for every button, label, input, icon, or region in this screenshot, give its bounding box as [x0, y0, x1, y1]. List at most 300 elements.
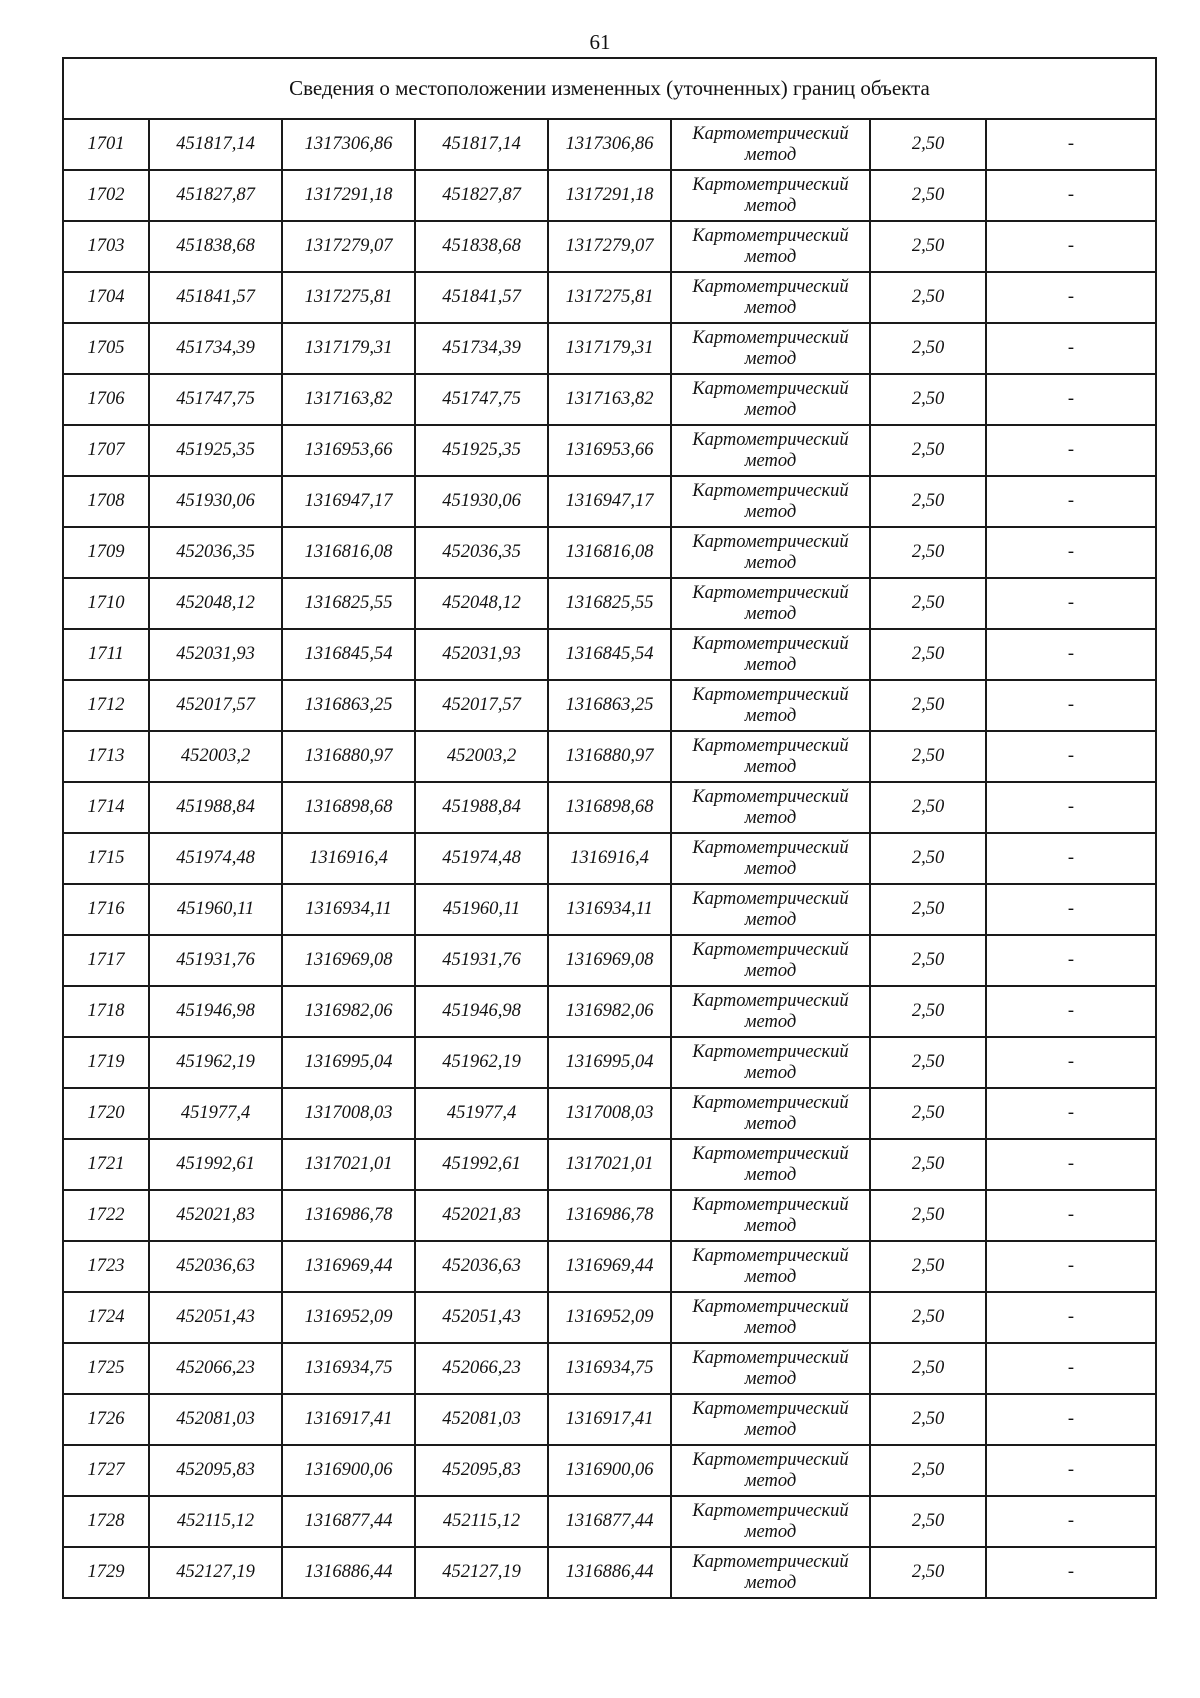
y-existing-cell: 1316845,54	[282, 629, 415, 680]
method-line-2: метод	[744, 1521, 797, 1542]
table-row	[63, 1343, 1156, 1394]
y-refined-cell: 1317275,81	[548, 272, 671, 323]
method-line-1: Картометрический	[692, 1551, 849, 1572]
x-existing-cell: 451931,76	[149, 935, 282, 986]
y-existing-cell: 1316898,68	[282, 782, 415, 833]
note-cell: -	[986, 731, 1156, 782]
point-number-cell: 1716	[63, 884, 149, 935]
method-line-2: метод	[744, 1011, 797, 1032]
accuracy-cell: 2,50	[870, 1037, 986, 1088]
method-line-2: метод	[744, 1470, 797, 1491]
point-number-cell: 1719	[63, 1037, 149, 1088]
x-refined-cell: 452036,63	[415, 1241, 548, 1292]
y-refined-cell: 1316934,11	[548, 884, 671, 935]
note-cell: -	[986, 935, 1156, 986]
method-line-1: Картометрический	[692, 225, 849, 246]
method-line-1: Картометрический	[692, 378, 849, 399]
point-number-cell: 1727	[63, 1445, 149, 1496]
y-existing-cell: 1316816,08	[282, 527, 415, 578]
x-refined-cell: 452003,2	[415, 731, 548, 782]
coordinates-table-wrapper	[62, 57, 1155, 1599]
method-cell	[671, 1496, 870, 1547]
y-existing-cell: 1316953,66	[282, 425, 415, 476]
table-row	[63, 578, 1156, 629]
x-existing-cell: 451925,35	[149, 425, 282, 476]
y-refined-cell: 1316952,09	[548, 1292, 671, 1343]
point-number-cell: 1714	[63, 782, 149, 833]
y-refined-cell: 1316986,78	[548, 1190, 671, 1241]
y-refined-cell: 1317306,86	[548, 119, 671, 170]
note-cell: -	[986, 884, 1156, 935]
method-cell	[671, 884, 870, 935]
table-row	[63, 680, 1156, 731]
method-cell	[671, 1241, 870, 1292]
x-refined-cell: 451960,11	[415, 884, 548, 935]
point-number-cell: 1729	[63, 1547, 149, 1598]
method-cell	[671, 374, 870, 425]
method-line-1: Картометрический	[692, 1245, 849, 1266]
method-cell	[671, 935, 870, 986]
accuracy-cell: 2,50	[870, 578, 986, 629]
y-existing-cell: 1317291,18	[282, 170, 415, 221]
table-row	[63, 374, 1156, 425]
x-refined-cell: 452017,57	[415, 680, 548, 731]
note-cell: -	[986, 680, 1156, 731]
x-existing-cell: 452127,19	[149, 1547, 282, 1598]
y-refined-cell: 1316816,08	[548, 527, 671, 578]
y-existing-cell: 1316947,17	[282, 476, 415, 527]
note-cell: -	[986, 170, 1156, 221]
x-refined-cell: 452095,83	[415, 1445, 548, 1496]
table-row	[63, 935, 1156, 986]
x-existing-cell: 452095,83	[149, 1445, 282, 1496]
y-refined-cell: 1316863,25	[548, 680, 671, 731]
y-existing-cell: 1317279,07	[282, 221, 415, 272]
y-refined-cell: 1316947,17	[548, 476, 671, 527]
method-line-1: Картометрический	[692, 939, 849, 960]
x-refined-cell: 452036,35	[415, 527, 548, 578]
y-existing-cell: 1316917,41	[282, 1394, 415, 1445]
method-cell	[671, 476, 870, 527]
page-number: 61	[589, 30, 611, 54]
method-line-2: метод	[744, 348, 797, 369]
y-existing-cell: 1316863,25	[282, 680, 415, 731]
y-existing-cell: 1316969,08	[282, 935, 415, 986]
y-existing-cell: 1317008,03	[282, 1088, 415, 1139]
point-number-cell: 1717	[63, 935, 149, 986]
method-line-2: метод	[744, 246, 797, 267]
method-cell	[671, 221, 870, 272]
point-number-cell: 1713	[63, 731, 149, 782]
y-refined-cell: 1316969,08	[548, 935, 671, 986]
note-cell: -	[986, 119, 1156, 170]
y-refined-cell: 1316917,41	[548, 1394, 671, 1445]
method-cell	[671, 1190, 870, 1241]
x-existing-cell: 451974,48	[149, 833, 282, 884]
method-line-2: метод	[744, 552, 797, 573]
method-line-1: Картометрический	[692, 174, 849, 195]
accuracy-cell: 2,50	[870, 1292, 986, 1343]
method-line-1: Картометрический	[692, 1500, 849, 1521]
method-line-2: метод	[744, 909, 797, 930]
x-existing-cell: 451946,98	[149, 986, 282, 1037]
table-row	[63, 1088, 1156, 1139]
point-number-cell: 1701	[63, 119, 149, 170]
x-refined-cell: 452127,19	[415, 1547, 548, 1598]
x-existing-cell: 452003,2	[149, 731, 282, 782]
x-refined-cell: 452031,93	[415, 629, 548, 680]
method-cell	[671, 1445, 870, 1496]
method-cell	[671, 119, 870, 170]
method-line-2: метод	[744, 807, 797, 828]
y-existing-cell: 1317275,81	[282, 272, 415, 323]
note-cell: -	[986, 1088, 1156, 1139]
x-refined-cell: 451974,48	[415, 833, 548, 884]
note-cell: -	[986, 527, 1156, 578]
method-line-1: Картометрический	[692, 1143, 849, 1164]
point-number-cell: 1710	[63, 578, 149, 629]
accuracy-cell: 2,50	[870, 527, 986, 578]
accuracy-cell: 2,50	[870, 1139, 986, 1190]
y-refined-cell: 1316982,06	[548, 986, 671, 1037]
note-cell: -	[986, 1241, 1156, 1292]
y-refined-cell: 1316886,44	[548, 1547, 671, 1598]
y-refined-cell: 1316995,04	[548, 1037, 671, 1088]
method-cell	[671, 527, 870, 578]
x-existing-cell: 451734,39	[149, 323, 282, 374]
method-line-1: Картометрический	[692, 633, 849, 654]
method-cell	[671, 629, 870, 680]
method-line-2: метод	[744, 705, 797, 726]
table-row	[63, 1547, 1156, 1598]
point-number-cell: 1708	[63, 476, 149, 527]
accuracy-cell: 2,50	[870, 1394, 986, 1445]
y-refined-cell: 1316969,44	[548, 1241, 671, 1292]
point-number-cell: 1728	[63, 1496, 149, 1547]
method-line-1: Картометрический	[692, 684, 849, 705]
x-refined-cell: 451734,39	[415, 323, 548, 374]
x-refined-cell: 451827,87	[415, 170, 548, 221]
method-line-1: Картометрический	[692, 480, 849, 501]
y-existing-cell: 1316886,44	[282, 1547, 415, 1598]
point-number-cell: 1724	[63, 1292, 149, 1343]
method-cell	[671, 986, 870, 1037]
point-number-cell: 1703	[63, 221, 149, 272]
note-cell: -	[986, 1139, 1156, 1190]
x-refined-cell: 451931,76	[415, 935, 548, 986]
y-existing-cell: 1317021,01	[282, 1139, 415, 1190]
y-existing-cell: 1317179,31	[282, 323, 415, 374]
x-refined-cell: 451747,75	[415, 374, 548, 425]
table-row	[63, 1496, 1156, 1547]
note-cell: -	[986, 578, 1156, 629]
table-row	[63, 170, 1156, 221]
table-row	[63, 1292, 1156, 1343]
method-cell	[671, 782, 870, 833]
method-line-1: Картометрический	[692, 837, 849, 858]
y-existing-cell: 1316877,44	[282, 1496, 415, 1547]
point-number-cell: 1723	[63, 1241, 149, 1292]
y-refined-cell: 1317179,31	[548, 323, 671, 374]
y-existing-cell: 1317163,82	[282, 374, 415, 425]
method-line-2: метод	[744, 1368, 797, 1389]
x-existing-cell: 452017,57	[149, 680, 282, 731]
method-line-1: Картометрический	[692, 786, 849, 807]
method-cell	[671, 833, 870, 884]
method-cell	[671, 1139, 870, 1190]
method-line-1: Картометрический	[692, 1041, 849, 1062]
method-cell	[671, 680, 870, 731]
method-line-1: Картометрический	[692, 888, 849, 909]
method-line-2: метод	[744, 603, 797, 624]
method-line-2: метод	[744, 1215, 797, 1236]
note-cell: -	[986, 1445, 1156, 1496]
accuracy-cell: 2,50	[870, 782, 986, 833]
point-number-cell: 1720	[63, 1088, 149, 1139]
y-existing-cell: 1316986,78	[282, 1190, 415, 1241]
accuracy-cell: 2,50	[870, 935, 986, 986]
method-line-2: метод	[744, 1317, 797, 1338]
accuracy-cell: 2,50	[870, 1190, 986, 1241]
table-row	[63, 986, 1156, 1037]
table-row	[63, 476, 1156, 527]
accuracy-cell: 2,50	[870, 1343, 986, 1394]
y-existing-cell: 1316995,04	[282, 1037, 415, 1088]
accuracy-cell: 2,50	[870, 680, 986, 731]
x-refined-cell: 451977,4	[415, 1088, 548, 1139]
y-existing-cell: 1316934,75	[282, 1343, 415, 1394]
x-existing-cell: 451841,57	[149, 272, 282, 323]
table-row	[63, 782, 1156, 833]
table-row	[63, 527, 1156, 578]
table-body	[63, 58, 1156, 1598]
note-cell: -	[986, 476, 1156, 527]
accuracy-cell: 2,50	[870, 119, 986, 170]
method-line-2: метод	[744, 195, 797, 216]
x-existing-cell: 451962,19	[149, 1037, 282, 1088]
y-refined-cell: 1316900,06	[548, 1445, 671, 1496]
accuracy-cell: 2,50	[870, 1088, 986, 1139]
point-number-cell: 1706	[63, 374, 149, 425]
x-refined-cell: 452115,12	[415, 1496, 548, 1547]
note-cell: -	[986, 272, 1156, 323]
table-row	[63, 221, 1156, 272]
y-existing-cell: 1316825,55	[282, 578, 415, 629]
x-refined-cell: 452048,12	[415, 578, 548, 629]
method-line-1: Картометрический	[692, 123, 849, 144]
y-refined-cell: 1316825,55	[548, 578, 671, 629]
x-existing-cell: 452081,03	[149, 1394, 282, 1445]
method-cell	[671, 272, 870, 323]
table-row	[63, 323, 1156, 374]
accuracy-cell: 2,50	[870, 731, 986, 782]
x-existing-cell: 452021,83	[149, 1190, 282, 1241]
method-line-2: метод	[744, 1164, 797, 1185]
note-cell: -	[986, 1547, 1156, 1598]
accuracy-cell: 2,50	[870, 221, 986, 272]
table-row	[63, 1139, 1156, 1190]
table-row	[63, 1241, 1156, 1292]
note-cell: -	[986, 629, 1156, 680]
x-refined-cell: 451988,84	[415, 782, 548, 833]
x-refined-cell: 451930,06	[415, 476, 548, 527]
point-number-cell: 1709	[63, 527, 149, 578]
accuracy-cell: 2,50	[870, 986, 986, 1037]
table-row	[63, 629, 1156, 680]
method-cell	[671, 1088, 870, 1139]
note-cell: -	[986, 374, 1156, 425]
x-existing-cell: 452115,12	[149, 1496, 282, 1547]
method-line-1: Картометрический	[692, 1347, 849, 1368]
y-refined-cell: 1316877,44	[548, 1496, 671, 1547]
x-existing-cell: 451838,68	[149, 221, 282, 272]
note-cell: -	[986, 1343, 1156, 1394]
y-refined-cell: 1317021,01	[548, 1139, 671, 1190]
x-existing-cell: 451930,06	[149, 476, 282, 527]
accuracy-cell: 2,50	[870, 1445, 986, 1496]
point-number-cell: 1722	[63, 1190, 149, 1241]
point-number-cell: 1707	[63, 425, 149, 476]
method-line-2: метод	[744, 144, 797, 165]
table-title-row	[63, 58, 1156, 119]
accuracy-cell: 2,50	[870, 323, 986, 374]
x-refined-cell: 451838,68	[415, 221, 548, 272]
method-line-2: метод	[744, 1266, 797, 1287]
y-refined-cell: 1317008,03	[548, 1088, 671, 1139]
point-number-cell: 1718	[63, 986, 149, 1037]
method-line-1: Картометрический	[692, 327, 849, 348]
point-number-cell: 1705	[63, 323, 149, 374]
method-line-2: метод	[744, 501, 797, 522]
accuracy-cell: 2,50	[870, 833, 986, 884]
method-line-1: Картометрический	[692, 1398, 849, 1419]
method-line-1: Картометрический	[692, 735, 849, 756]
method-cell	[671, 1343, 870, 1394]
method-line-1: Картометрический	[692, 1092, 849, 1113]
table-row	[63, 1445, 1156, 1496]
table-row	[63, 1190, 1156, 1241]
y-existing-cell: 1316916,4	[282, 833, 415, 884]
accuracy-cell: 2,50	[870, 1496, 986, 1547]
y-existing-cell: 1316900,06	[282, 1445, 415, 1496]
method-line-1: Картометрический	[692, 531, 849, 552]
y-refined-cell: 1316953,66	[548, 425, 671, 476]
x-refined-cell: 451817,14	[415, 119, 548, 170]
x-existing-cell: 451960,11	[149, 884, 282, 935]
table-row	[63, 833, 1156, 884]
note-cell: -	[986, 1190, 1156, 1241]
method-cell	[671, 1292, 870, 1343]
accuracy-cell: 2,50	[870, 425, 986, 476]
x-existing-cell: 452036,35	[149, 527, 282, 578]
accuracy-cell: 2,50	[870, 629, 986, 680]
method-line-2: метод	[744, 654, 797, 675]
accuracy-cell: 2,50	[870, 374, 986, 425]
note-cell: -	[986, 425, 1156, 476]
y-existing-cell: 1316969,44	[282, 1241, 415, 1292]
table-row	[63, 425, 1156, 476]
method-cell	[671, 578, 870, 629]
note-cell: -	[986, 323, 1156, 374]
accuracy-cell: 2,50	[870, 1241, 986, 1292]
method-line-2: метод	[744, 1572, 797, 1593]
method-line-2: метод	[744, 450, 797, 471]
method-line-1: Картометрический	[692, 429, 849, 450]
point-number-cell: 1711	[63, 629, 149, 680]
method-cell	[671, 323, 870, 374]
method-line-2: метод	[744, 756, 797, 777]
method-line-2: метод	[744, 1113, 797, 1134]
note-cell: -	[986, 833, 1156, 884]
y-refined-cell: 1317291,18	[548, 170, 671, 221]
note-cell: -	[986, 1037, 1156, 1088]
method-line-1: Картометрический	[692, 1296, 849, 1317]
y-existing-cell: 1316934,11	[282, 884, 415, 935]
note-cell: -	[986, 1292, 1156, 1343]
x-refined-cell: 451962,19	[415, 1037, 548, 1088]
x-refined-cell: 451841,57	[415, 272, 548, 323]
accuracy-cell: 2,50	[870, 1547, 986, 1598]
y-refined-cell: 1316916,4	[548, 833, 671, 884]
x-refined-cell: 451992,61	[415, 1139, 548, 1190]
note-cell: -	[986, 1496, 1156, 1547]
method-line-1: Картометрический	[692, 1194, 849, 1215]
method-cell	[671, 1037, 870, 1088]
point-number-cell: 1721	[63, 1139, 149, 1190]
method-line-2: метод	[744, 858, 797, 879]
x-existing-cell: 451747,75	[149, 374, 282, 425]
method-cell	[671, 1547, 870, 1598]
point-number-cell: 1712	[63, 680, 149, 731]
method-line-1: Картометрический	[692, 990, 849, 1011]
x-existing-cell: 452048,12	[149, 578, 282, 629]
x-refined-cell: 452081,03	[415, 1394, 548, 1445]
x-existing-cell: 452066,23	[149, 1343, 282, 1394]
point-number-cell: 1725	[63, 1343, 149, 1394]
x-existing-cell: 451988,84	[149, 782, 282, 833]
y-existing-cell: 1316952,09	[282, 1292, 415, 1343]
table-row	[63, 119, 1156, 170]
note-cell: -	[986, 1394, 1156, 1445]
x-refined-cell: 452051,43	[415, 1292, 548, 1343]
x-refined-cell: 452021,83	[415, 1190, 548, 1241]
accuracy-cell: 2,50	[870, 272, 986, 323]
x-existing-cell: 451992,61	[149, 1139, 282, 1190]
x-refined-cell: 451925,35	[415, 425, 548, 476]
note-cell: -	[986, 221, 1156, 272]
y-existing-cell: 1317306,86	[282, 119, 415, 170]
x-existing-cell: 452036,63	[149, 1241, 282, 1292]
y-refined-cell: 1317163,82	[548, 374, 671, 425]
y-refined-cell: 1316880,97	[548, 731, 671, 782]
method-line-2: метод	[744, 1419, 797, 1440]
x-refined-cell: 451946,98	[415, 986, 548, 1037]
method-line-2: метод	[744, 960, 797, 981]
x-existing-cell: 451977,4	[149, 1088, 282, 1139]
coordinates-table	[62, 57, 1157, 1599]
method-line-1: Картометрический	[692, 276, 849, 297]
method-cell	[671, 425, 870, 476]
method-cell	[671, 170, 870, 221]
y-existing-cell: 1316982,06	[282, 986, 415, 1037]
point-number-cell: 1715	[63, 833, 149, 884]
x-existing-cell: 452051,43	[149, 1292, 282, 1343]
method-line-2: метод	[744, 399, 797, 420]
table-row	[63, 1037, 1156, 1088]
method-line-1: Картометрический	[692, 582, 849, 603]
accuracy-cell: 2,50	[870, 170, 986, 221]
x-refined-cell: 452066,23	[415, 1343, 548, 1394]
